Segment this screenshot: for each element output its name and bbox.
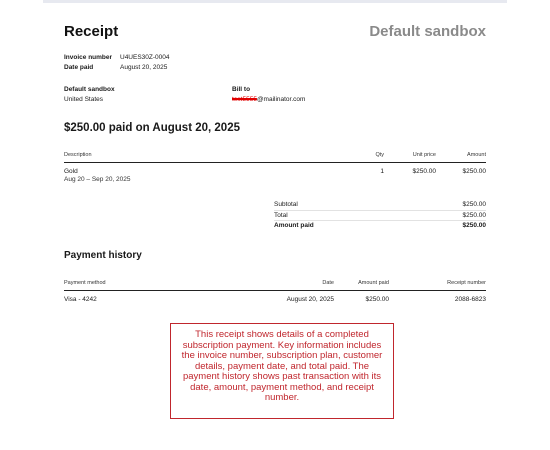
line-items-table bbox=[64, 152, 486, 183]
receipt-meta bbox=[64, 53, 170, 72]
subtotal-value: $250.00 bbox=[462, 201, 486, 208]
account-name: Default sandbox bbox=[369, 23, 486, 40]
total-row bbox=[274, 211, 486, 222]
date-paid-row bbox=[64, 63, 170, 73]
payment-history-heading: Payment history bbox=[64, 250, 142, 261]
total-value: $250.00 bbox=[462, 211, 486, 219]
col-receipt-number: Receipt number bbox=[447, 280, 486, 286]
item-qty: 1 bbox=[380, 168, 384, 175]
col-description: Description bbox=[64, 152, 92, 158]
col-date: Date bbox=[322, 280, 334, 286]
col-qty: Qty bbox=[375, 152, 384, 158]
amount-paid-value: $250.00 bbox=[462, 222, 486, 229]
item-period: Aug 20 – Sep 20, 2025 bbox=[64, 176, 131, 183]
line-items-header bbox=[64, 152, 486, 163]
payment-history-header bbox=[64, 280, 486, 291]
email-domain: @mailinator.com bbox=[256, 95, 306, 103]
payment-amount-value: $250.00 bbox=[365, 296, 389, 303]
totals-block bbox=[274, 200, 486, 232]
from-block bbox=[64, 85, 115, 104]
total-label: Total bbox=[274, 211, 288, 219]
invoice-number-row bbox=[64, 53, 170, 63]
col-amount: Amount bbox=[467, 152, 486, 158]
item-name: Gold bbox=[64, 168, 78, 175]
subtotal-label: Subtotal bbox=[274, 201, 298, 208]
item-unit-price: $250.00 bbox=[412, 168, 436, 175]
from-name: Default sandbox bbox=[64, 86, 115, 93]
item-description-cell bbox=[64, 168, 354, 183]
bill-to-label: Bill to bbox=[232, 86, 251, 93]
subtotal-row bbox=[274, 200, 486, 211]
invoice-number-value: U4UES30Z-0004 bbox=[120, 54, 170, 61]
col-amount-paid: Amount paid bbox=[358, 280, 389, 286]
redacted-email-user: test5555 bbox=[232, 95, 257, 103]
col-unit-price: Unit price bbox=[412, 152, 436, 158]
annotation-callout: This receipt shows details of a completed subscription payment. Key information includes the invoice number, subscription plan, customer details, payment date, and total paid. The payment history shows past transaction with its date, amount, payment method, and receipt number. bbox=[170, 323, 394, 419]
payment-date-value: August 20, 2025 bbox=[286, 296, 334, 303]
receipt-title: Receipt bbox=[64, 23, 119, 40]
item-amount: $250.00 bbox=[462, 168, 486, 175]
date-paid-label: Date paid bbox=[64, 63, 94, 71]
amount-paid-row bbox=[274, 221, 486, 232]
bill-to-email bbox=[232, 95, 305, 105]
from-country: United States bbox=[64, 95, 104, 103]
payment-method-value: Visa - 4242 bbox=[64, 296, 97, 303]
date-paid-value: August 20, 2025 bbox=[120, 63, 168, 71]
table-row bbox=[64, 163, 486, 183]
receipt-number-value: 2088-6823 bbox=[454, 296, 486, 303]
col-payment-method: Payment method bbox=[64, 280, 106, 286]
bill-to-block bbox=[232, 85, 305, 104]
payment-history-table bbox=[64, 280, 486, 303]
amount-paid-label: Amount paid bbox=[274, 222, 314, 229]
table-row bbox=[64, 291, 486, 303]
amount-paid-heading: $250.00 paid on August 20, 2025 bbox=[64, 122, 240, 134]
top-bar bbox=[43, 0, 507, 3]
invoice-number-label: Invoice number bbox=[64, 54, 113, 61]
